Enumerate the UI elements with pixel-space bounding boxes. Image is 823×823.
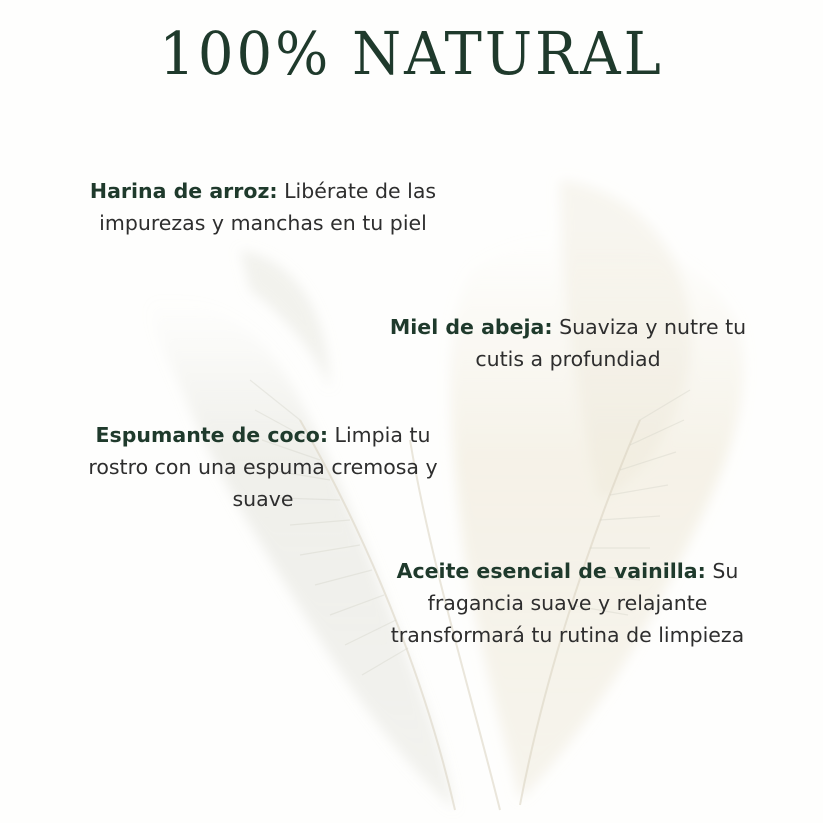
ingredient-description: Su fragancia suave y relajante transformará tu rutina de limpieza <box>390 559 745 647</box>
ingredient-vanilla-oil <box>385 555 750 651</box>
ingredient-honey <box>388 311 748 375</box>
ingredient-coconut-foam <box>78 419 448 515</box>
ingredient-label: Espumante de coco: <box>95 423 329 447</box>
page-title: 100% NATURAL <box>159 20 664 89</box>
ingredient-description: Limpia tu rostro con una espuma cremosa y suave <box>88 423 438 511</box>
ingredient-rice-flour <box>78 175 448 239</box>
ingredient-label: Harina de arroz: <box>89 179 278 203</box>
warm-plume-shape <box>450 180 747 800</box>
ingredient-label: Miel de abeja: <box>389 315 553 339</box>
ingredient-description: Suaviza y nutre tu cutis a profundiad <box>475 315 747 371</box>
ingredient-description: Libérate de las impurezas y manchas en tu piel <box>99 179 437 235</box>
ingredient-label: Aceite esencial de vainilla: <box>396 559 706 583</box>
